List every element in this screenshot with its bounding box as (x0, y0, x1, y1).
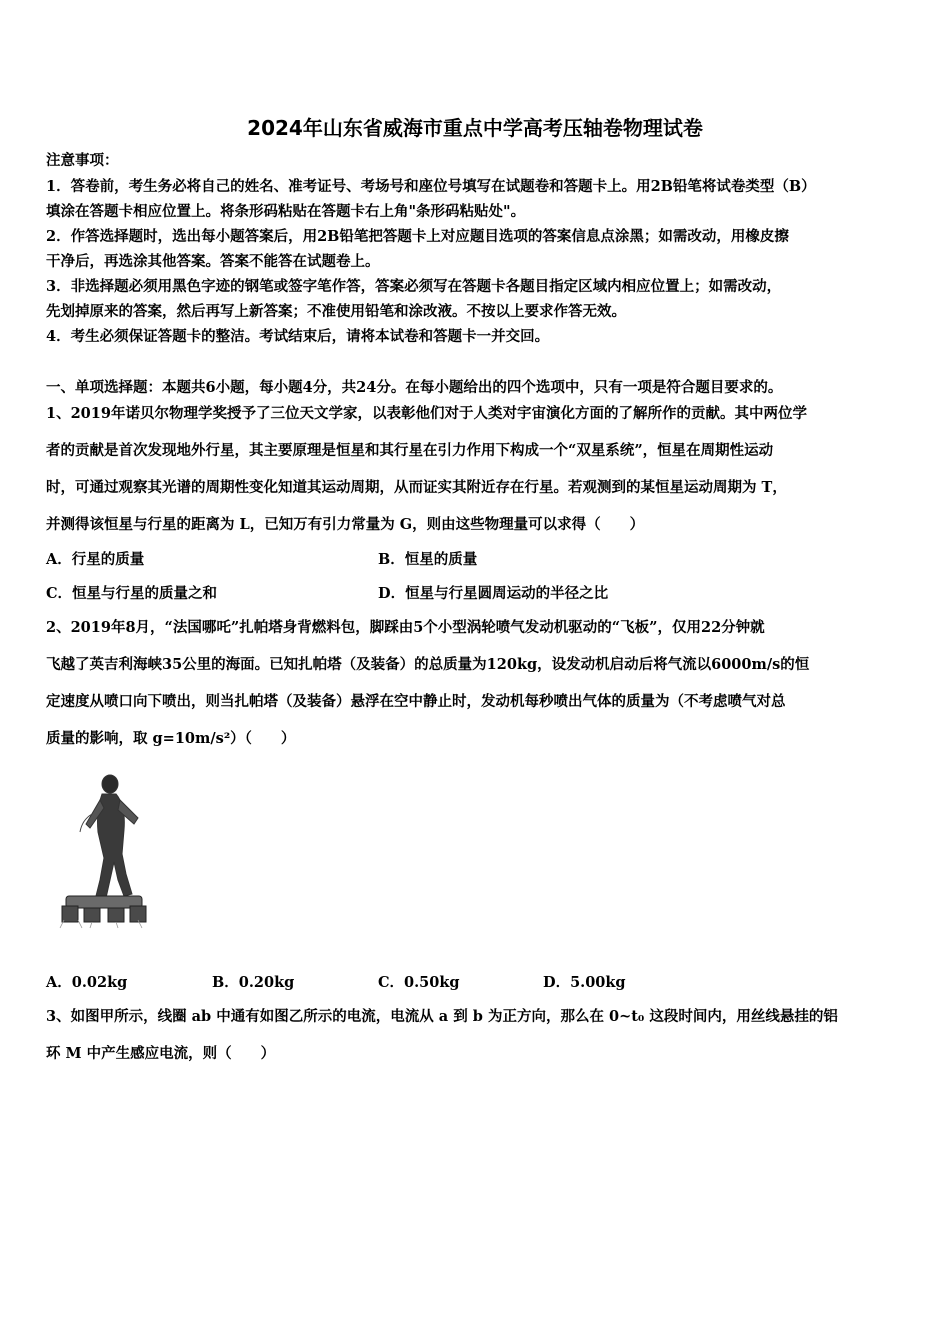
notice-line: 1．答卷前，考生务必将自己的姓名、准考证号、考场号和座位号填写在试题卷和答题卡上。用2B铅笔将试卷类型（B） (46, 178, 816, 195)
q1-option-a: A．行星的质量 (46, 551, 145, 568)
q1-text-line: 并测得该恒星与行星的距离为 L，已知万有引力常量为 G，则由这些物理量可以求得（ ） (46, 516, 645, 533)
q2-option-a: A．0.02kg (46, 974, 128, 991)
q1-text-line: 者的贡献是首次发现地外行星，其主要原理是恒星和其行星在引力作用下构成一个“双星系统”，恒星在周期性运动 (46, 442, 774, 459)
q2-option-d: D．5.00kg (543, 974, 626, 991)
q2-text-line: 定速度从喷口向下喷出，则当扎帕塔（及装备）悬浮在空中静止时，发动机每秒喷出气体的质量为（不考虑喷气对总 (46, 693, 786, 710)
notice-line: 填涂在答题卡相应位置上。将条形码粘贴在答题卡右上角"条形码粘贴处"。 (46, 203, 526, 220)
q3-text-line: 3、如图甲所示，线圈 ab 中通有如图乙所示的电流，电流从 a 到 b 为正方向，那么在 0~t₀ 这段时间内，用丝线悬挂的铝 (46, 1008, 838, 1025)
flyboard-figure-image (52, 770, 152, 930)
q1-option-d: D．恒星与行星圆周运动的半径之比 (378, 585, 609, 602)
notice-line: 2．作答选择题时，选出每小题答案后，用2B铅笔把答题卡上对应题目选项的答案信息点涂黑；如需改动，用橡皮擦 (46, 228, 789, 245)
notice-line: 4．考生必须保证答题卡的整洁。考试结束后，请将本试卷和答题卡一并交回。 (46, 328, 550, 345)
q2-text-line: 2、2019年8月，“法国哪吒”扎帕塔身背燃料包，脚踩由5个小型涡轮喷气发动机驱动的“飞板”，仅用22分钟就 (46, 619, 765, 636)
q2-text-line: 飞越了英吉利海峡35公里的海面。已知扎帕塔（及装备）的总质量为120kg，设发动机启动后将气流以6000m/s的恒 (46, 656, 810, 673)
q3-text-line: 环 M 中产生感应电流，则（ ） (46, 1045, 276, 1062)
section-heading: 一、单项选择题：本题共6小题，每小题4分，共24分。在每小题给出的四个选项中，只有一项是符合题目要求的。 (46, 379, 783, 396)
q1-text-line: 时，可通过观察其光谱的周期性变化知道其运动周期，从而证实其附近存在行星。若观测到的某恒星运动周期为 T， (46, 479, 787, 496)
notice-heading: 注意事项： (46, 152, 119, 169)
exam-title: 2024年山东省威海市重点中学高考压轴卷物理试卷 (247, 116, 703, 140)
q1-text-line: 1、2019年诺贝尔物理学奖授予了三位天文学家，以表彰他们对于人类对宇宙演化方面的了解所作的贡献。其中两位学 (46, 405, 807, 422)
q2-option-b: B．0.20kg (212, 974, 295, 991)
q1-option-b: B．恒星的质量 (378, 551, 478, 568)
notice-line: 3．非选择题必须用黑色字迹的钢笔或签字笔作答，答案必须写在答题卡各题目指定区域内相应位置上；如需改动， (46, 278, 782, 295)
q1-option-c: C．恒星与行星的质量之和 (46, 585, 218, 602)
notice-line: 干净后，再选涂其他答案。答案不能答在试题卷上。 (46, 253, 380, 270)
q2-text-line: 质量的影响，取 g=10m/s²）（ ） (46, 730, 296, 747)
q2-option-c: C．0.50kg (378, 974, 460, 991)
notice-line: 先划掉原来的答案，然后再写上新答案；不准使用铅笔和涂改液。不按以上要求作答无效。 (46, 303, 626, 320)
